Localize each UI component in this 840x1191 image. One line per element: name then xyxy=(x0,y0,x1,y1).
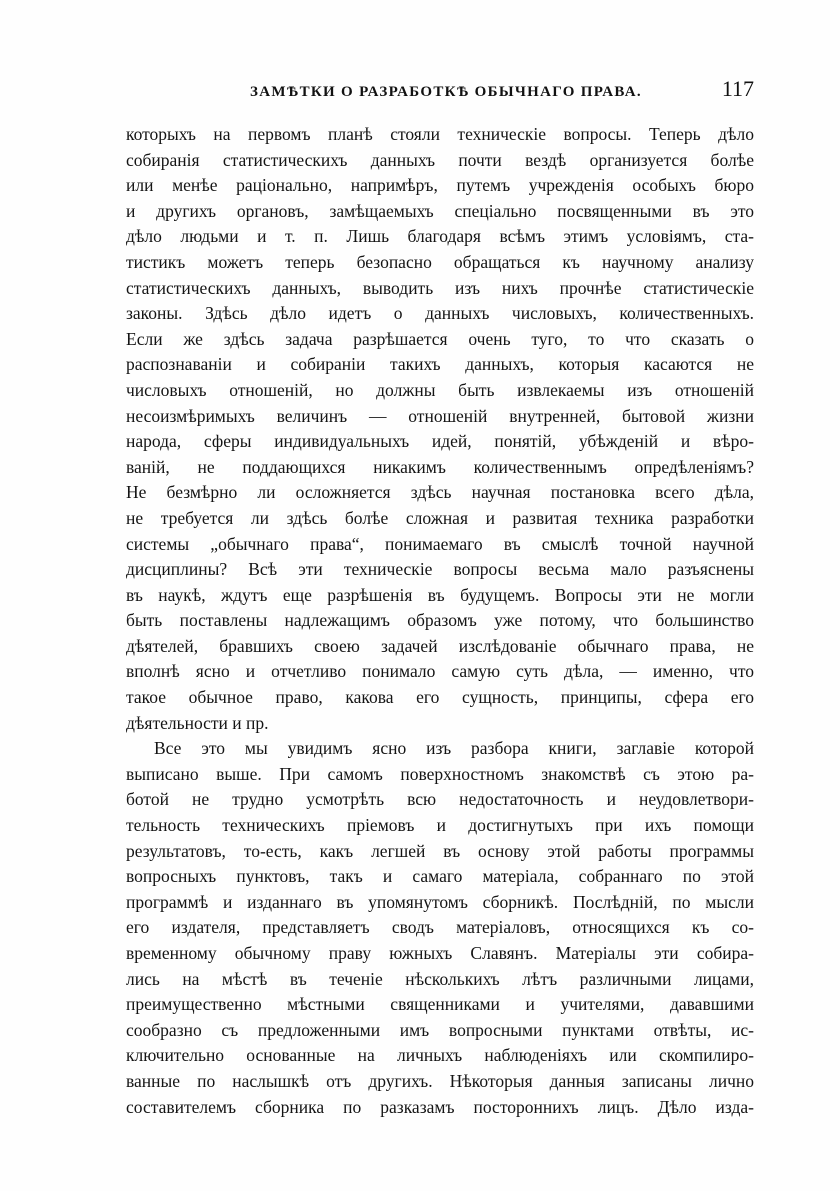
text-line: дѣятельности и пр. xyxy=(126,712,269,733)
text-line: статистическихъ данныхъ, выводить изъ нихъ прочнѣе статистическіе xyxy=(126,277,754,298)
text-line: результатовъ, то-есть, какъ легшей въ основу этой работы программы xyxy=(126,840,754,861)
text-line: такое обычное право, какова его сущность, принципы, сфера его xyxy=(126,687,754,708)
page-number: 117 xyxy=(721,76,754,101)
text-line: или менѣе раціонально, напримѣръ, путемъ учрежденія особыхъ бюро xyxy=(126,175,754,196)
text-line: въ наукѣ, ждутъ еще разрѣшенія въ будущемъ. Вопросы эти не могли xyxy=(126,584,754,605)
text-line: несоизмѣримыхъ величинъ — отношеній внутренней, бытовой жизни xyxy=(126,405,754,426)
text-line: ванные по наслышкѣ отъ другихъ. Нѣкоторыя данныя записаны лично xyxy=(126,1070,754,1091)
text-line: составителемъ сборника по разказамъ постороннихъ лицъ. Дѣло изда- xyxy=(126,1096,754,1117)
text-line: дѣло людьми и т. п. Лишь благодаря всѣмъ этимъ условіямъ, ста- xyxy=(126,226,754,247)
text-line: системы „обычнаго права“, понимаемаго въ смыслѣ точной научной xyxy=(126,533,754,554)
text-line: народа, сферы индивидуальныхъ идей, понятій, убѣжденій и вѣро- xyxy=(126,431,754,452)
text-line: выписано выше. При самомъ поверхностномъ знакомствѣ съ этою ра- xyxy=(126,763,754,784)
text-line: Если же здѣсь задача разрѣшается очень туго, то что сказать о xyxy=(126,328,754,349)
text-line: Не безмѣрно ли осложняется здѣсь научная постановка всего дѣла, xyxy=(126,482,754,503)
text-line: тистикъ можетъ теперь безопасно обращаться къ научному анализу xyxy=(126,251,754,272)
text-line: его издателя, представляетъ сводъ матеріаловъ, относящихся къ со- xyxy=(126,917,754,938)
text-line: дисциплины? Всѣ эти техническіе вопросы весьма мало разъяснены xyxy=(126,559,754,580)
text-line: сообразно съ предложенными имъ вопросными пунктами отвѣты, ис- xyxy=(126,1019,754,1040)
text-line: ключительно основанные на личныхъ наблюденіяхъ или скомпилиро- xyxy=(126,1045,754,1066)
text-line: которыхъ на первомъ планѣ стояли техническіе вопросы. Теперь дѣло xyxy=(126,124,754,144)
text-line: ботой не трудно усмотрѣть всю недостаточность и неудовлетвори- xyxy=(126,789,754,810)
text-line: тельность техническихъ пріемовъ и достигнутыхъ при ихъ помощи xyxy=(126,815,754,836)
body-text xyxy=(126,122,754,1120)
text-line: распознаваніи и собираніи такихъ данныхъ, которыя касаются не xyxy=(126,354,754,375)
text-line: программѣ и изданнаго въ упомянутомъ сборникѣ. Послѣдній, по мысли xyxy=(126,891,754,912)
paragraph-1 xyxy=(126,122,754,736)
text-line: временному обычному праву южныхъ Славянъ. Матеріалы эти собира- xyxy=(126,943,754,963)
text-line: и другихъ органовъ, замѣщаемыхъ спеціально посвященными въ это xyxy=(126,200,754,221)
text-line: дѣятелей, бравшихъ своею задачей изслѣдованіе обычнаго права, не xyxy=(126,635,754,656)
text-line: преимущественно мѣстными священниками и учителями, дававшими xyxy=(126,994,754,1015)
text-line: вопросныхъ пунктовъ, такъ и самаго матеріала, собраннаго по этой xyxy=(126,866,754,887)
text-line: быть поставлены надлежащимъ образомъ уже потому, что большинство xyxy=(126,610,754,631)
text-line: собиранія статистическихъ данныхъ почти вездѣ организуется болѣе xyxy=(126,149,754,170)
paragraph-2 xyxy=(126,736,754,1120)
text-line: законы. Здѣсь дѣло идетъ о данныхъ числовыхъ, количественныхъ. xyxy=(126,303,754,324)
running-head xyxy=(126,76,754,106)
text-line: числовыхъ отношеній, но должны быть извлекаемы изъ отношеній xyxy=(126,379,754,400)
running-title: ЗАМѢТКИ О РАЗРАБОТКѢ ОБЫЧНАГО ПРАВА. xyxy=(250,84,642,100)
text-line: вполнѣ ясно и отчетливо понимало самую суть дѣла, — именно, что xyxy=(126,661,754,682)
text-line: ваній, не поддающихся никакимъ количественнымъ опредѣленіямъ? xyxy=(126,456,754,477)
text-line: Все это мы увидимъ ясно изъ разбора книги, заглавіе которой xyxy=(154,738,754,759)
text-line: не требуется ли здѣсь болѣе сложная и развитая техника разработки xyxy=(126,507,754,528)
text-line: лись на мѣстѣ въ теченіе нѣсколькихъ лѣтъ различными лицами, xyxy=(126,968,754,989)
